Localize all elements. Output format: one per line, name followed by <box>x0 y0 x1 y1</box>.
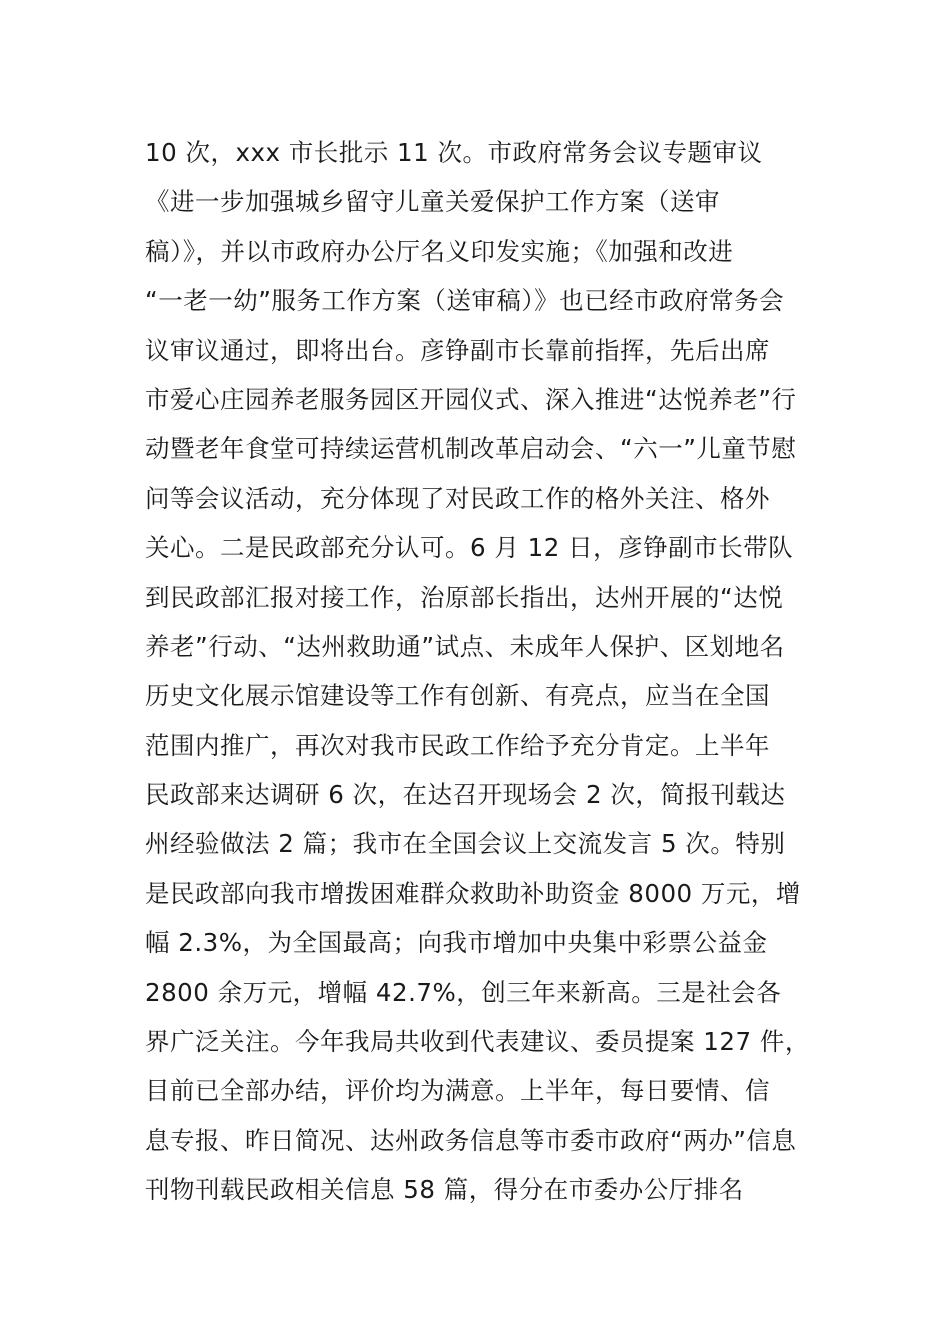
text-line: 界广泛关注。今年我局共收到代表建议、委员提案 127 件， <box>145 1027 810 1057</box>
text-line: 养老”行动、“达州救助通”试点、未成年人保护、区划地名 <box>145 631 785 661</box>
body-text <box>145 128 845 1215</box>
text-line: “一老一幼”服务工作方案（送审稿）》也已经市政府常务会 <box>145 286 785 316</box>
text-line: 动暨老年食堂可持续运营机制改革启动会、“六一”儿童节慰 <box>145 434 797 464</box>
text-line: 刊物刊载民政相关信息 58 篇，得分在市委办公厅排名 <box>145 1175 744 1205</box>
text-line: 范围内推广，再次对我市民政工作给予充分肯定。上半年 <box>145 730 770 760</box>
text-line: 民政部来达调研 6 次，在达召开现场会 2 次，简报刊载达 <box>145 780 786 810</box>
text-line: 是民政部向我市增拨困难群众救助补助资金 8000 万元，增 <box>145 878 801 908</box>
text-line: 州经验做法 2 篇；我市在全国会议上交流发言 5 次。特别 <box>145 829 786 859</box>
text-line: 议审议通过，即将出台。彦铮副市长靠前指挥，先后出席 <box>145 335 770 365</box>
text-line: 《进一步加强城乡留守儿童关爱保护工作方案（送审 <box>145 187 720 217</box>
text-line: 到民政部汇报对接工作，治原部长指出，达州开展的“达悦 <box>145 582 784 612</box>
text-line: 目前已全部办结，评价均为满意。上半年，每日要情、信 <box>145 1076 770 1106</box>
text-line: 历史文化展示馆建设等工作有创新、有亮点，应当在全国 <box>145 681 770 711</box>
text-line: 稿）》，并以市政府办公厅名义印发实施；《加强和改进 <box>145 236 734 266</box>
text-line: 2800 余万元，增幅 42.7%，创三年来新高。三是社会各 <box>145 977 782 1007</box>
text-line: 10 次，xxx 市长批示 11 次。市政府常务会议专题审议 <box>145 138 763 167</box>
text-line: 问等会议活动，充分体现了对民政工作的格外关注、格外 <box>145 483 770 513</box>
text-line: 息专报、昨日简况、达州政务信息等市委市政府“两办”信息 <box>145 1125 797 1155</box>
text-line: 市爱心庄园养老服务园区开园仪式、深入推进“达悦养老”行 <box>145 384 797 414</box>
text-line: 幅 2.3%，为全国最高；向我市增加中央集中彩票公益金 <box>145 928 768 958</box>
text-line: 关心。二是民政部充分认可。6 月 12 日，彦铮副市长带队 <box>145 533 794 563</box>
